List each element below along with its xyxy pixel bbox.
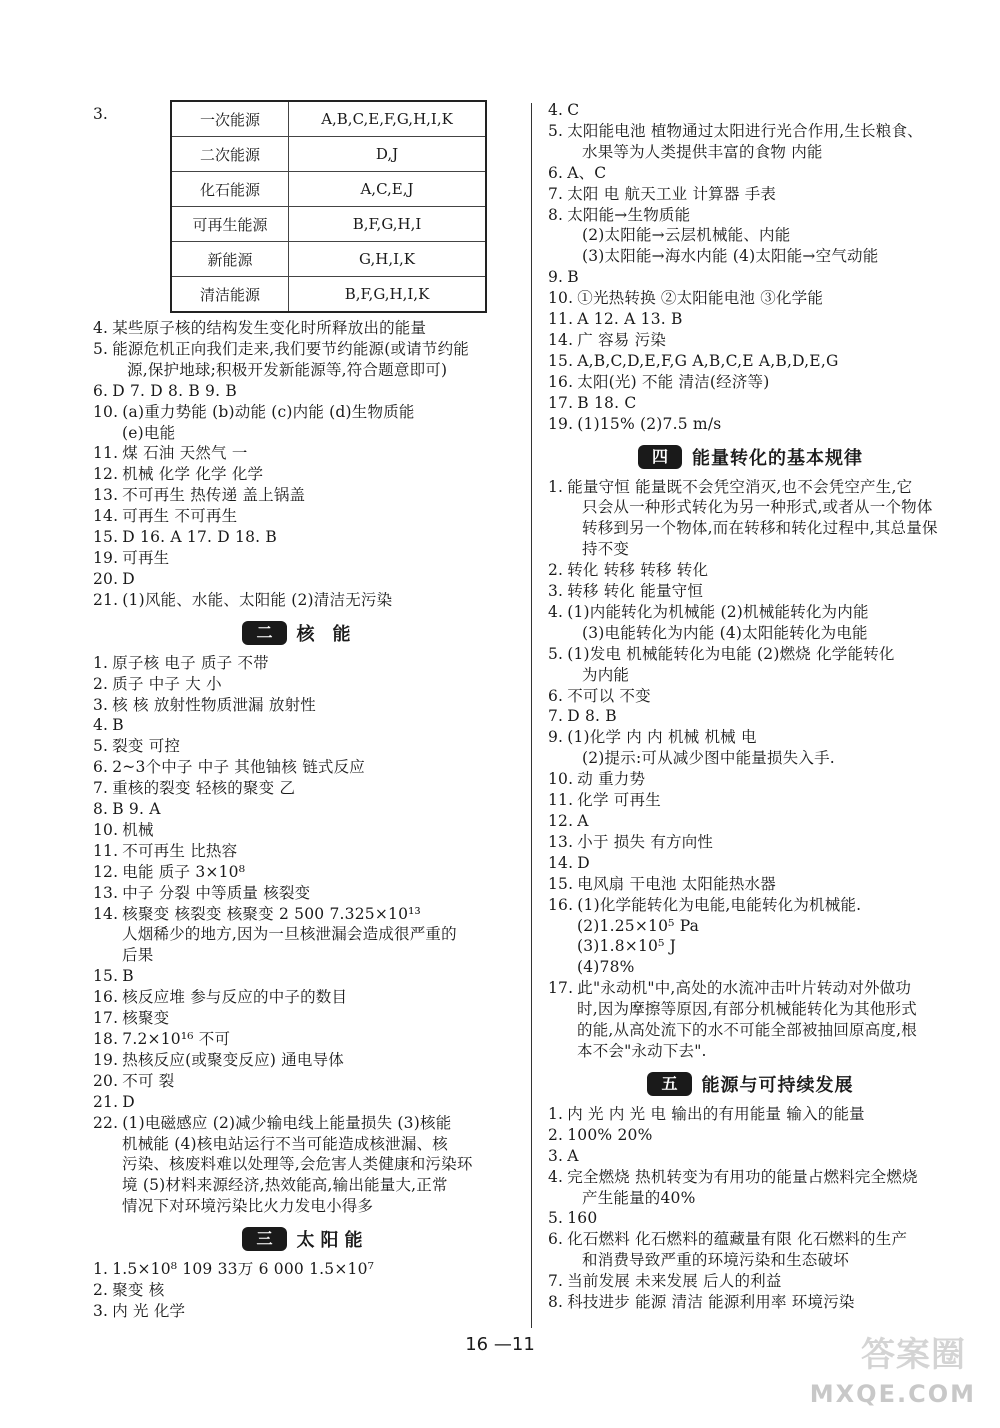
answer-text: B (112, 716, 124, 735)
answer-item (548, 477, 953, 498)
answer-item (93, 318, 518, 339)
answer-continuation: 时,因为摩擦等原因,有部分机械能转化为其他形式 (577, 1000, 917, 1019)
answer-text: 某些原子核的结构发生变化时所释放出的能量 (112, 319, 427, 337)
answer-number: 6. (548, 163, 564, 182)
answer-text: B (567, 268, 579, 287)
answer-item (93, 402, 518, 423)
answer-text: 能量守恒 能量既不会凭空消灭,也不会凭空产生,它 (567, 477, 913, 496)
answer-item (93, 904, 518, 925)
answer-item (548, 811, 953, 832)
table-question-number: 3. (93, 105, 108, 123)
answer-number: 2. (93, 1281, 109, 1300)
answer-number: 21. (93, 1092, 119, 1111)
answer-item (548, 790, 953, 811)
answer-text: A、C (567, 163, 607, 182)
answer-text: 转移 转化 能量守恒 (567, 582, 704, 601)
answer-number: 7. (548, 1272, 564, 1291)
answer-continuation: (3)1.8×10⁵ J (577, 937, 677, 956)
section-title: 能量转化的基本规律 (692, 447, 863, 469)
answer-text: 此"永动机"中,高处的水流冲击叶片转动对外做功 (577, 979, 912, 998)
answer-number: 1. (548, 1104, 564, 1123)
answer-continuation: 的能,从高处流下的水不可能全部被抽回原高度,根 (577, 1021, 917, 1040)
answer-number: 7. (548, 707, 564, 726)
answer-text: D 8. B (567, 707, 617, 726)
answer-number: 3. (548, 1146, 564, 1165)
answer-text: 太阳(光) 不能 清洁(经济等) (577, 372, 770, 391)
answer-item (93, 883, 518, 904)
answer-text: 太阳能→生物质能 (567, 205, 691, 224)
answer-number: 12. (93, 465, 119, 484)
answer-item (93, 1050, 518, 1071)
answer-text: (1)15% (2)7.5 m/s (577, 414, 722, 433)
answer-text: 裂变 可控 (112, 737, 181, 756)
energy-letters-cell: D,J (289, 137, 487, 172)
answer-item (93, 569, 518, 590)
answer-continuation: 为内能 (582, 665, 630, 684)
answer-text: B (122, 967, 134, 986)
answer-item (548, 205, 953, 226)
answer-item (548, 393, 953, 414)
answers-section-5 (548, 1104, 953, 1313)
answer-number: 17. (548, 393, 574, 412)
answer-continuation: 人烟稀少的地方,因为一旦核泄漏会造成很严重的 (122, 925, 457, 944)
answer-item (93, 590, 518, 611)
answer-number: 19. (93, 1050, 119, 1069)
column-divider (531, 103, 532, 1328)
energy-type-cell: 可再生能源 (171, 207, 289, 242)
answer-number: 14. (548, 330, 574, 349)
answers-section-3-continued (548, 100, 953, 435)
answer-number: 5. (548, 121, 564, 140)
answer-text: 太阳 电 航天工业 计算器 手表 (567, 184, 777, 203)
watermark-logo (809, 1335, 990, 1416)
answer-text: A (577, 812, 589, 830)
answer-number: 17. (93, 1009, 119, 1028)
watermark-url: MXQE.COM (809, 1380, 976, 1408)
answer-number: 1. (93, 653, 109, 672)
energy-type-cell: 清洁能源 (171, 277, 289, 313)
answer-text: D (122, 569, 135, 588)
answer-number: 10. (93, 402, 119, 421)
answer-continuation: (2)1.25×10⁵ Pa (577, 916, 700, 935)
answer-number: 2. (93, 674, 109, 693)
answer-number: 11. (548, 310, 574, 329)
energy-letters-cell: B,F,G,H,I,K (289, 277, 487, 313)
answer-item (93, 841, 518, 862)
answer-number: 4. (548, 602, 564, 621)
answer-number: 15. (93, 967, 119, 986)
answer-text: 化学 可再生 (577, 791, 661, 810)
answer-item (548, 769, 953, 790)
answer-text: 内 光 化学 (112, 1301, 186, 1320)
answer-number: 10. (93, 820, 119, 839)
answer-text: 不可以 不变 (567, 686, 651, 705)
left-column (93, 100, 518, 1322)
answer-text: 核聚变 (122, 1009, 170, 1028)
answer-item (548, 832, 953, 853)
answer-item (548, 560, 953, 581)
answer-continuation: 水果等为人类提供丰富的食物 内能 (582, 142, 823, 161)
answer-item (93, 820, 518, 841)
answer-number: 1. (93, 1260, 109, 1279)
answer-item (93, 1008, 518, 1029)
answer-item (548, 727, 953, 748)
table-row (171, 277, 486, 313)
energy-letters-cell: B,F,G,H,I (289, 207, 487, 242)
answer-continuation: 和消费导致严重的环境污染和生态破坏 (582, 1251, 849, 1270)
answer-text: 完全燃烧 热机转变为有用功的能量占燃料完全燃烧 (567, 1167, 918, 1186)
answer-text: 核 核 放射性物质泄漏 放射性 (112, 695, 316, 714)
answer-number: 19. (93, 548, 119, 567)
answer-text: 电能 质子 3×10⁸ (122, 862, 246, 881)
answer-text: 中子 分裂 中等质量 核裂变 (122, 883, 311, 902)
answer-number: 3. (548, 582, 564, 601)
answer-number: 12. (93, 862, 119, 881)
answer-text: 当前发展 未来发展 后人的利益 (567, 1272, 782, 1291)
answer-item (548, 978, 953, 999)
section-title: 太阳能 (296, 1230, 369, 1252)
answer-text: 160 (567, 1209, 598, 1228)
answer-text: 核聚变 核裂变 核聚变 2 500 7.325×10¹³ (122, 904, 421, 923)
answer-continuation: (2)提示:可从减少图中能量损失入手. (582, 749, 835, 768)
answer-item (548, 351, 953, 372)
section-heading-2 (93, 615, 518, 651)
answer-number: 11. (93, 841, 119, 860)
answer-number: 17. (548, 979, 574, 998)
answer-text: 广 容易 污染 (577, 330, 667, 349)
answer-text: 太阳能电池 植物通过太阳进行光合作用,生长粮食、 (567, 121, 923, 140)
answer-number: 21. (93, 590, 119, 609)
answer-continuation: (4)78% (577, 958, 635, 977)
page-number: 16 —11 (465, 1334, 535, 1355)
answer-text: 煤 石油 天然气 一 (122, 444, 248, 463)
section-title: 核能 (296, 623, 369, 645)
answer-number: 11. (548, 791, 574, 810)
answer-text: 可再生 (122, 548, 170, 567)
answer-number: 16. (548, 372, 574, 391)
section-title: 能源与可持续发展 (701, 1074, 854, 1096)
answer-item (93, 443, 518, 464)
answer-item (548, 288, 953, 309)
answer-item (93, 527, 518, 548)
answer-number: 9. (548, 268, 564, 287)
answer-item (93, 339, 518, 360)
answer-item (548, 163, 953, 184)
answer-item (93, 548, 518, 569)
answer-item (548, 1104, 953, 1125)
answer-item (548, 309, 953, 330)
answers-section-2 (93, 653, 518, 1217)
answer-text: 热核反应(或聚变反应) 通电导体 (122, 1050, 344, 1069)
answer-item (548, 853, 953, 874)
answer-item (93, 485, 518, 506)
answer-text: 电风扇 干电池 太阳能热水器 (577, 874, 776, 893)
answer-item (548, 1125, 953, 1146)
answer-number: 8. (93, 800, 109, 819)
answer-continuation: 转移到另一个物体,而在转移和转化过程中,其总量保 (582, 519, 938, 538)
answer-continuation: 情况下对环境污染比火力发电小得多 (122, 1197, 374, 1216)
answer-text: ①光热转换 ②太阳能电池 ③化学能 (577, 289, 824, 308)
answer-item (93, 381, 518, 402)
answer-item (93, 862, 518, 883)
answer-continuation: 本不会"永动下去". (577, 1041, 707, 1060)
answer-number: 4. (548, 101, 564, 119)
watermark-text: 答案圈 (861, 1335, 966, 1375)
answer-continuation: (3)电能转化为内能 (4)太阳能转化为电能 (582, 623, 868, 642)
answer-item (93, 966, 518, 987)
answer-item (548, 602, 953, 623)
answer-text: A 12. A 13. B (577, 310, 683, 329)
answer-text: 2~3个中子 中子 其他铀核 链式反应 (112, 758, 365, 777)
answer-number: 2. (548, 561, 564, 580)
answer-item (548, 184, 953, 205)
answer-number: 13. (93, 883, 119, 902)
answer-number: 11. (93, 444, 119, 463)
answer-item (548, 372, 953, 393)
answer-number: 18. (93, 1030, 119, 1048)
answer-item (548, 330, 953, 351)
answer-continuation: 产生能量的40% (582, 1188, 696, 1207)
answer-text: 聚变 核 (112, 1281, 165, 1300)
answer-number: 6. (548, 1230, 564, 1249)
answer-text: 转化 转移 转移 转化 (567, 561, 709, 580)
answer-text: (a)重力势能 (b)动能 (c)内能 (d)生物质能 (122, 402, 415, 421)
answer-number: 4. (93, 716, 109, 735)
section-number-badge: 三 (242, 1227, 286, 1251)
answers-section-4 (548, 477, 953, 1062)
answer-item (93, 464, 518, 485)
answer-item (93, 987, 518, 1008)
answer-number: 5. (93, 339, 109, 358)
answer-item (548, 1271, 953, 1292)
answer-text: 内 光 内 光 电 输出的有用能量 输入的能量 (567, 1104, 865, 1123)
answer-number: 5. (548, 644, 564, 663)
answer-continuation: 源,保护地球;积极开发新能源等,符合题意即可) (127, 360, 448, 379)
answer-number: 13. (93, 486, 119, 505)
answer-text: B 9. A (112, 800, 161, 819)
energy-letters-cell: A,C,E,J (289, 172, 487, 207)
answer-item (548, 100, 953, 121)
answer-number: 15. (93, 528, 119, 547)
answer-number: 15. (548, 874, 574, 893)
section-heading-5 (548, 1066, 953, 1102)
answer-text: D 16. A 17. D 18. B (122, 528, 278, 547)
answer-number: 1. (548, 477, 564, 496)
answer-number: 6. (548, 686, 564, 705)
answer-text: (1)电磁感应 (2)减少输电线上能量损失 (3)核能 (122, 1113, 452, 1132)
answer-text: D (577, 853, 590, 872)
answer-continuation: 污染、核废料难以处理等,会危害人类健康和污染环 (122, 1155, 473, 1174)
answer-text: C (567, 101, 580, 119)
answer-number: 7. (548, 184, 564, 203)
answer-text: 科技进步 能源 清洁 能源利用率 环境污染 (567, 1293, 855, 1312)
answer-number: 5. (93, 737, 109, 756)
answer-number: 9. (548, 728, 564, 747)
energy-type-cell: 二次能源 (171, 137, 289, 172)
energy-table-block (93, 100, 518, 318)
answer-item (548, 686, 953, 707)
answers-section-3 (93, 1259, 518, 1322)
energy-classification-table (170, 100, 487, 313)
answer-number: 14. (93, 904, 119, 923)
answer-item (93, 1259, 518, 1280)
answer-number: 2. (548, 1125, 564, 1144)
answer-continuation: 机械能 (4)核电站运行不当可能造成核泄漏、核 (122, 1134, 448, 1153)
answer-item (548, 121, 953, 142)
answer-number: 15. (548, 351, 574, 370)
answer-item (93, 1280, 518, 1301)
table-row (171, 242, 486, 277)
energy-type-cell: 一次能源 (171, 101, 289, 137)
answer-item (548, 706, 953, 727)
answer-item (93, 778, 518, 799)
answer-number: 20. (93, 569, 119, 588)
answer-text: 动 重力势 (577, 770, 646, 789)
section-heading-4 (548, 439, 953, 475)
right-column (548, 100, 953, 1313)
answer-continuation: 后果 (122, 946, 154, 965)
answer-text: (1)风能、水能、太阳能 (2)清洁无污染 (122, 590, 393, 609)
section-heading-3 (93, 1221, 518, 1257)
answer-number: 22. (93, 1113, 119, 1132)
answer-number: 14. (548, 853, 574, 872)
answer-number: 13. (548, 832, 574, 851)
answer-item (548, 644, 953, 665)
answer-item (93, 1071, 518, 1092)
answer-text: 化石燃料 化石燃料的蕴藏量有限 化石燃料的生产 (567, 1230, 908, 1249)
section-number-badge: 五 (647, 1072, 691, 1096)
answer-text: (1)内能转化为机械能 (2)机械能转化为内能 (567, 602, 869, 621)
energy-type-cell: 新能源 (171, 242, 289, 277)
answer-item (93, 715, 518, 736)
answer-number: 10. (548, 289, 574, 308)
answer-text: (1)化学 内 内 机械 机械 电 (567, 728, 757, 747)
answer-text: 质子 中子 大 小 (112, 674, 222, 693)
answer-number: 8. (548, 1293, 564, 1312)
answer-item (93, 1029, 518, 1050)
table-row (171, 137, 486, 172)
answer-text: 100% 20% (567, 1125, 653, 1144)
answer-text: D (122, 1092, 135, 1111)
answer-text: (1)化学能转化为电能,电能转化为机械能. (577, 895, 862, 914)
table-row (171, 207, 486, 242)
answer-item (93, 1092, 518, 1113)
answer-number: 16. (93, 988, 119, 1007)
answer-item (548, 1167, 953, 1188)
answer-text: 能源危机正向我们走来,我们要节约能源(或请节约能 (112, 339, 469, 358)
answer-item (548, 581, 953, 602)
answer-continuation: 境 (5)材料来源经济,热效能高,输出能量大,正常 (122, 1176, 448, 1195)
answer-item (548, 267, 953, 288)
answer-item (548, 1292, 953, 1313)
answer-number: 12. (548, 812, 574, 830)
answer-text: 不可再生 热传递 盖上锅盖 (122, 486, 306, 505)
answer-number: 5. (548, 1209, 564, 1228)
answer-text: A (567, 1146, 579, 1165)
answer-item (93, 1113, 518, 1134)
answer-text: 小于 损失 有方向性 (577, 832, 714, 851)
answer-item (548, 414, 953, 435)
answer-item (93, 736, 518, 757)
answer-item (548, 895, 953, 916)
answer-number: 4. (548, 1167, 564, 1186)
answer-number: 7. (93, 779, 109, 798)
answer-item (93, 695, 518, 716)
section-number-badge: 四 (638, 445, 682, 469)
answer-text: B 18. C (577, 393, 637, 412)
answer-text: D 7. D 8. B 9. B (112, 381, 237, 400)
answer-number: 16. (548, 895, 574, 914)
answer-item (93, 653, 518, 674)
table-row (171, 101, 486, 137)
answer-number: 10. (548, 770, 574, 789)
answer-text: (1)发电 机械能转化为电能 (2)燃烧 化学能转化 (567, 644, 895, 663)
answer-text: 机械 化学 化学 化学 (122, 465, 264, 484)
answer-item (93, 506, 518, 527)
answer-number: 14. (93, 507, 119, 526)
answer-number: 3. (93, 1301, 109, 1320)
answer-continuation: 持不变 (582, 540, 630, 559)
answer-item (548, 1208, 953, 1229)
answer-text: 不可再生 比热容 (122, 841, 238, 860)
answer-number: 20. (93, 1071, 119, 1090)
answer-number: 19. (548, 414, 574, 433)
answer-number: 8. (548, 205, 564, 224)
answer-number: 6. (93, 758, 109, 777)
answer-number: 3. (93, 695, 109, 714)
answer-continuation: (e)电能 (122, 423, 176, 442)
answer-continuation: (2)太阳能→云层机械能、内能 (582, 226, 791, 245)
answer-item (548, 1229, 953, 1250)
answer-item (93, 757, 518, 778)
answer-number: 6. (93, 381, 109, 400)
answer-text: 不可 裂 (122, 1071, 175, 1090)
answers-section-1 (93, 318, 518, 611)
answer-item (93, 674, 518, 695)
energy-letters-cell: G,H,I,K (289, 242, 487, 277)
answer-text: 1.5×10⁸ 109 33万 6 000 1.5×10⁷ (112, 1260, 375, 1279)
answer-text: 7.2×10¹⁶ 不可 (122, 1030, 231, 1048)
energy-type-cell: 化石能源 (171, 172, 289, 207)
answer-text: 机械 (122, 820, 154, 839)
section-number-badge: 二 (242, 621, 286, 645)
answer-text: A,B,C,D,E,F,G A,B,C,E A,B,D,E,G (577, 351, 839, 370)
energy-letters-cell: A,B,C,E,F,G,H,I,K (289, 101, 487, 137)
answer-text: 原子核 电子 质子 不带 (112, 653, 269, 672)
answer-item (93, 1301, 518, 1322)
answer-continuation: 只会从一种形式转化为另一种形式,或者从一个物体 (582, 498, 933, 517)
answer-text: 核反应堆 参与反应的中子的数目 (122, 988, 348, 1007)
answer-text: 可再生 不可再生 (122, 507, 238, 526)
answer-item (548, 874, 953, 895)
answer-continuation: (3)太阳能→海水内能 (4)太阳能→空气动能 (582, 247, 879, 266)
table-row (171, 172, 486, 207)
answer-number: 4. (93, 319, 109, 337)
answer-text: 重核的裂变 轻核的聚变 乙 (112, 779, 296, 798)
answer-item (548, 1146, 953, 1167)
answer-item (93, 799, 518, 820)
